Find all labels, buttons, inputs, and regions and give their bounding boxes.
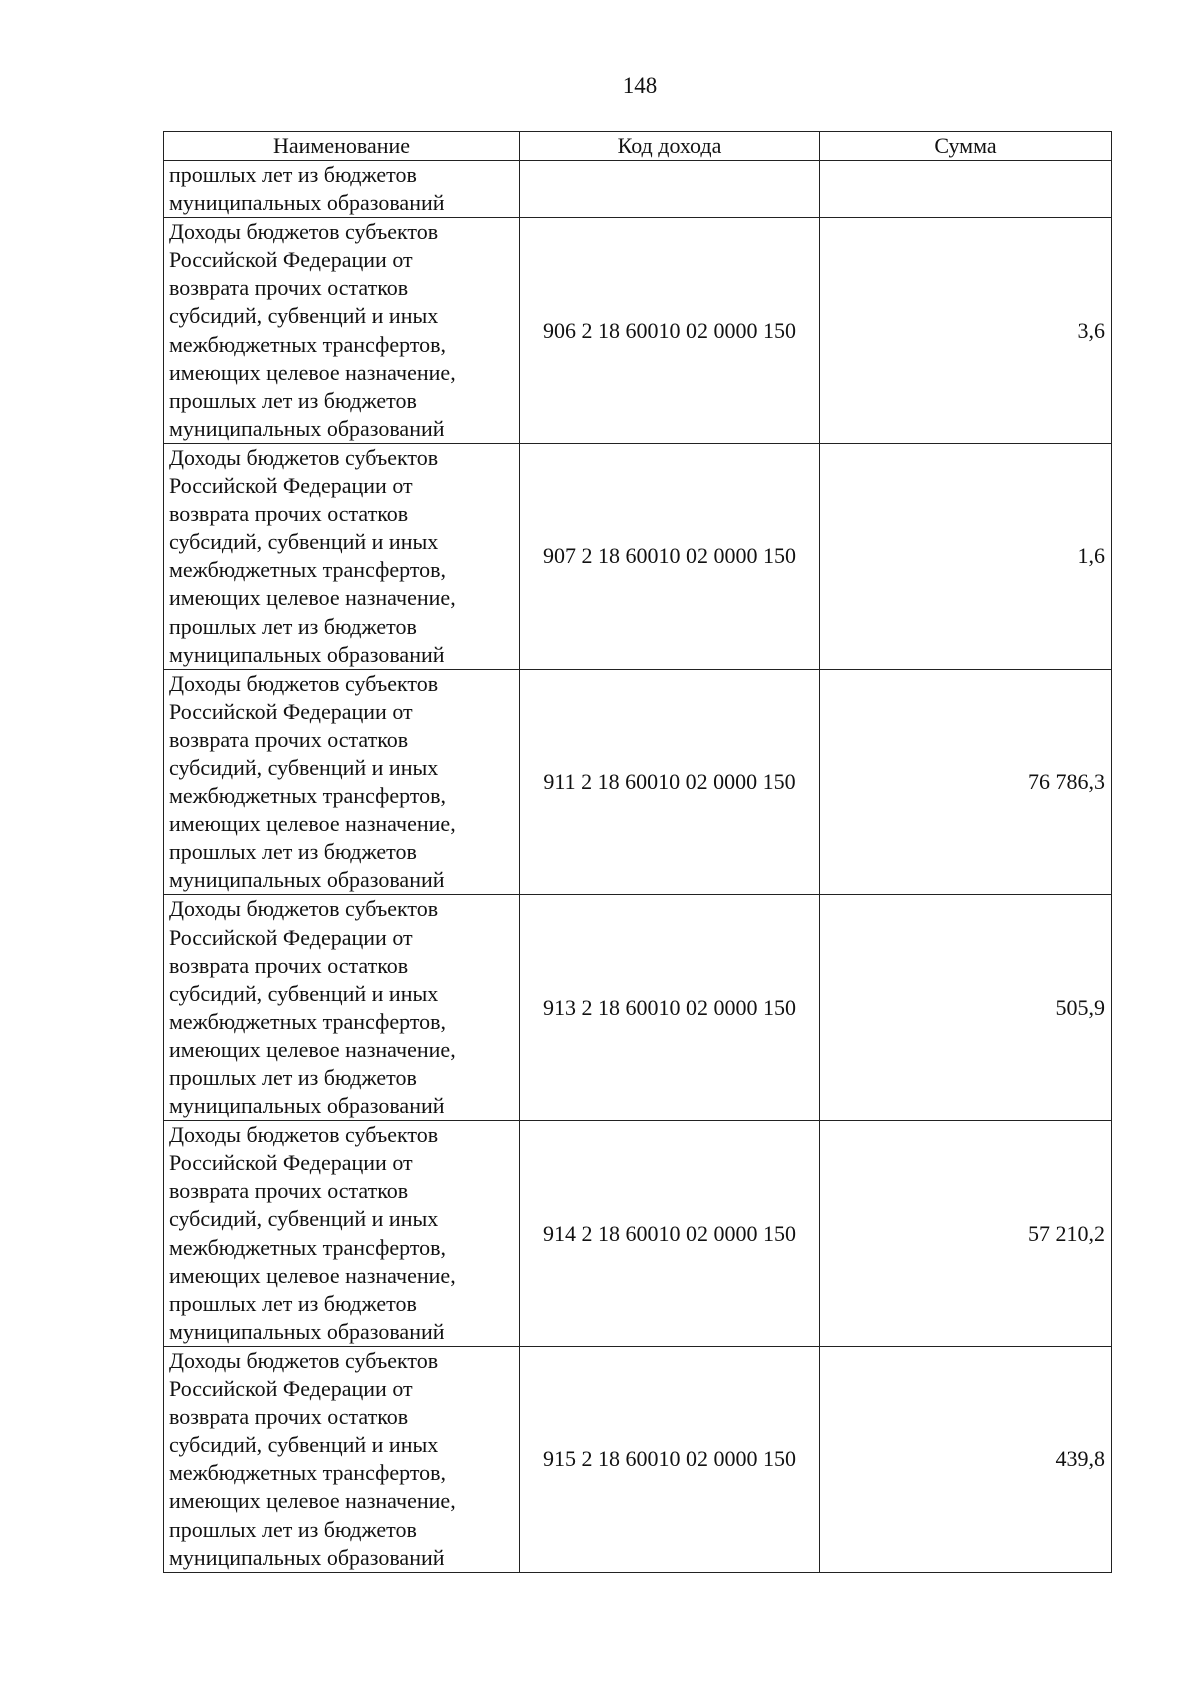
cell-amount: 76 786,3 bbox=[820, 669, 1112, 895]
cell-name-line: субсидий, субвенций и иных bbox=[169, 980, 439, 1006]
table-header-row bbox=[164, 132, 1112, 161]
cell-code: 914 2 18 60010 02 0000 150 bbox=[520, 1121, 820, 1347]
page-number: 148 bbox=[622, 73, 658, 98]
cell-name-line: Российской Федерации от bbox=[169, 1376, 413, 1402]
table-row bbox=[164, 1346, 1112, 1572]
cell-name-line: субсидий, субвенций и иных bbox=[169, 303, 439, 329]
cell-name-line: прошлых лет из бюджетов bbox=[169, 1065, 417, 1090]
cell-name-line: муниципальных образований bbox=[169, 1318, 445, 1344]
cell-name-line: прошлых лет из бюджетов bbox=[169, 1516, 417, 1542]
cell-name bbox=[164, 1346, 520, 1572]
cell-name-line: Доходы бюджетов субъектов bbox=[169, 670, 439, 696]
cell-code: 906 2 18 60010 02 0000 150 bbox=[520, 218, 820, 444]
cell-name-line: муниципальных образований bbox=[169, 641, 445, 667]
table-row bbox=[164, 218, 1112, 444]
cell-amount: 1,6 bbox=[820, 443, 1112, 669]
cell-amount: 3,6 bbox=[820, 218, 1112, 444]
cell-name-line: Российской Федерации от bbox=[169, 924, 413, 950]
cell-amount: 57 210,2 bbox=[820, 1121, 1112, 1347]
cell-name-line: субсидий, субвенций и иных bbox=[169, 754, 439, 780]
table-row bbox=[164, 443, 1112, 669]
cell-name-line: прошлых лет из бюджетов bbox=[169, 839, 417, 865]
cell-name-line: возврата прочих остатков bbox=[169, 952, 409, 978]
table-row bbox=[164, 895, 1112, 1121]
cell-name-line: Доходы бюджетов субъектов bbox=[169, 444, 439, 470]
cell-code: 911 2 18 60010 02 0000 150 bbox=[520, 669, 820, 895]
cell-name-line: субсидий, субвенций и иных bbox=[169, 1432, 439, 1458]
cell-name-line: межбюджетных трансфертов, bbox=[169, 557, 447, 583]
cell-name bbox=[164, 218, 520, 444]
cell-name-line: муниципальных образований bbox=[169, 1544, 445, 1570]
cell-amount bbox=[820, 161, 1112, 218]
cell-name-line: возврата прочих остатков bbox=[169, 501, 409, 527]
cell-code: 915 2 18 60010 02 0000 150 bbox=[520, 1346, 820, 1572]
header-code: Код дохода bbox=[520, 132, 820, 161]
table-row bbox=[164, 161, 1112, 218]
cell-name-line: Доходы бюджетов субъектов bbox=[169, 896, 439, 922]
cell-name-line: межбюджетных трансфертов, bbox=[169, 1460, 447, 1486]
cell-name-line: межбюджетных трансфертов, bbox=[169, 331, 447, 357]
header-amount: Сумма bbox=[820, 132, 1112, 161]
cell-name bbox=[164, 1121, 520, 1347]
cell-name-line: муниципальных образований bbox=[169, 190, 445, 216]
cell-name-line: возврата прочих остатков bbox=[169, 1178, 409, 1204]
cell-name-line: муниципальных образований bbox=[169, 415, 445, 441]
cell-name-line: имеющих целевое назначение, bbox=[169, 811, 456, 837]
cell-name-line: муниципальных образований bbox=[169, 867, 445, 893]
cell-code: 913 2 18 60010 02 0000 150 bbox=[520, 895, 820, 1121]
cell-name-line: прошлых лет из бюджетов bbox=[169, 1290, 417, 1316]
cell-name bbox=[164, 161, 520, 218]
cell-name-line: прошлых лет из бюджетов bbox=[169, 387, 417, 413]
cell-name-line: Российской Федерации от bbox=[169, 1150, 413, 1176]
cell-name bbox=[164, 443, 520, 669]
cell-name-line: имеющих целевое назначение, bbox=[169, 585, 456, 611]
cell-name-line: Доходы бюджетов субъектов bbox=[169, 219, 439, 245]
table-body bbox=[164, 161, 1112, 1573]
cell-name-line: имеющих целевое назначение, bbox=[169, 1036, 456, 1062]
cell-name-line: возврата прочих остатков bbox=[169, 726, 409, 752]
cell-name-line: субсидий, субвенций и иных bbox=[169, 1206, 439, 1232]
cell-name-line: имеющих целевое назначение, bbox=[169, 359, 456, 385]
table-row bbox=[164, 1121, 1112, 1347]
revenue-table bbox=[163, 131, 1112, 1573]
cell-name-line: имеющих целевое назначение, bbox=[169, 1488, 456, 1514]
cell-name-line: прошлых лет из бюджетов bbox=[169, 613, 417, 639]
cell-name-line: имеющих целевое назначение, bbox=[169, 1262, 456, 1288]
cell-name-line: Российской Федерации от bbox=[169, 247, 413, 273]
cell-code: 907 2 18 60010 02 0000 150 bbox=[520, 443, 820, 669]
cell-name bbox=[164, 895, 520, 1121]
cell-amount: 505,9 bbox=[820, 895, 1112, 1121]
cell-name-line: возврата прочих остатков bbox=[169, 275, 409, 301]
header-name: Наименование bbox=[164, 132, 520, 161]
cell-name-line: субсидий, субвенций и иных bbox=[169, 529, 439, 555]
cell-name-line: межбюджетных трансфертов, bbox=[169, 1234, 447, 1260]
table-row bbox=[164, 669, 1112, 895]
cell-amount: 439,8 bbox=[820, 1346, 1112, 1572]
cell-name-line: межбюджетных трансфертов, bbox=[169, 1008, 447, 1034]
cell-name-line: прошлых лет из бюджетов bbox=[169, 162, 417, 187]
cell-name-line: Российской Федерации от bbox=[169, 698, 413, 724]
cell-name-line: межбюджетных трансфертов, bbox=[169, 783, 447, 809]
cell-code bbox=[520, 161, 820, 218]
cell-name-line: возврата прочих остатков bbox=[169, 1404, 409, 1430]
cell-name-line: Доходы бюджетов субъектов bbox=[169, 1347, 439, 1373]
cell-name bbox=[164, 669, 520, 895]
cell-name-line: муниципальных образований bbox=[169, 1093, 445, 1119]
cell-name-line: Доходы бюджетов субъектов bbox=[169, 1122, 439, 1148]
cell-name-line: Российской Федерации от bbox=[169, 473, 413, 499]
